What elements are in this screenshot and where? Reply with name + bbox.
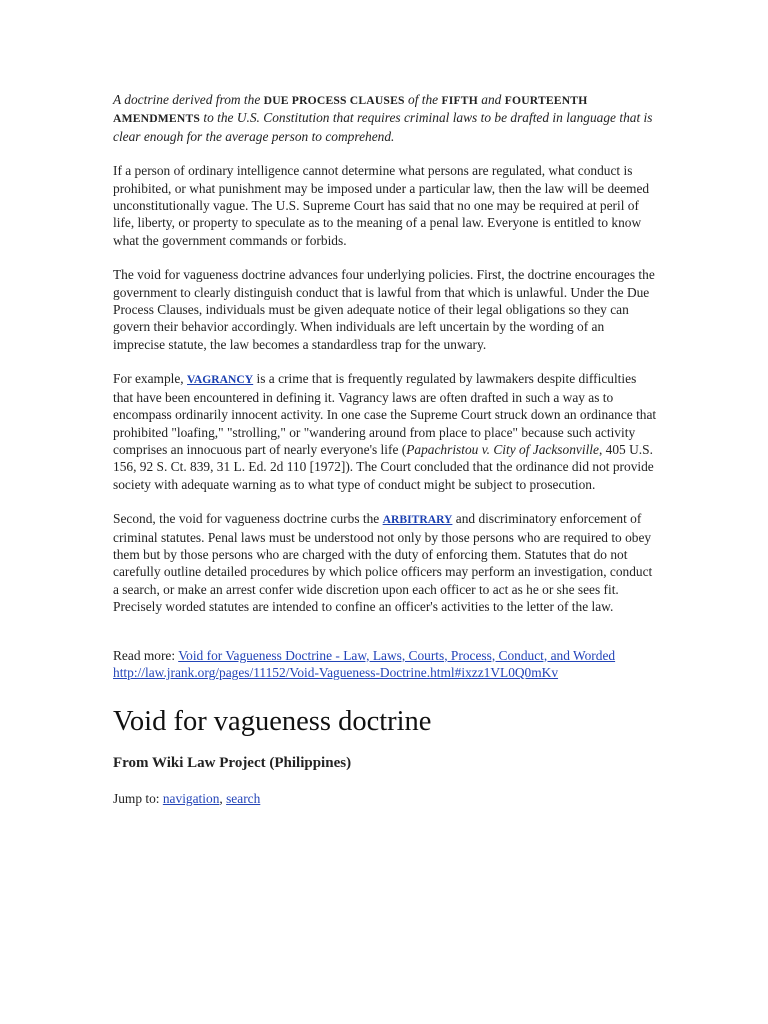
intro-paragraph: [113, 91, 658, 145]
source-url-link[interactable]: http://law.jrank.org/pages/11152/Void-Vagueness-Doctrine.html#ixzz1VL0Q0mKv: [113, 664, 559, 680]
paragraph-3: [113, 370, 658, 493]
search-link[interactable]: search: [226, 791, 261, 807]
read-more-label: Read more:: [113, 647, 179, 663]
jump-to-label: Jump to:: [113, 791, 163, 807]
vagrancy-link[interactable]: VAGRANCY: [187, 373, 254, 387]
jump-to: [113, 790, 658, 807]
case-citation: Papachristou v. City of Jacksonville: [406, 441, 599, 457]
intro-text: to the U.S. Constitution that requires criminal laws to be drafted in language that is clear enough for the average person to comprehend.: [113, 110, 653, 144]
paragraph-text: Second, the void for vagueness doctrine curbs the: [113, 511, 383, 527]
term-fifth: FIFTH: [441, 94, 478, 107]
paragraph-text: , 405 U.S. 156, 92 S. Ct. 839, 31 L. Ed. 2d 110 [1972]). The Court concluded that the ordinance did not provide society with adequate warning as to what type of conduct might be subject to prosecution.: [113, 441, 654, 492]
paragraph-text: For example,: [113, 371, 188, 387]
read-more: [113, 647, 658, 682]
term-due-process: DUE PROCESS CLAUSES: [263, 94, 405, 107]
paragraph-text: and discriminatory enforcement of criminal statutes. Penal laws must be understood not only by those persons who are required to obey them but by those persons who are charged with the duty of enforcing them. Statutes that do not carefully outline detailed procedures by which police officers may perform an investigation, conduct a search, or make an arrest confer wide discretion upon each officer to act as he or she sees fit. Precisely worded statutes are intended to confine an officer's activities to the letter of the law.: [113, 511, 653, 615]
paragraph-text: is a crime that is frequently regulated by lawmakers despite difficulties that have been encountered in defining it. Vagrancy laws are often drafted in such a way as to encompass ordinarily innocent activity. In one case the Supreme Court struck down an ordinance that prohibited "loafing," "strolling," or "wandering around from place to place" because such activity comprises an innocuous part of nearly everyone's life (: [113, 371, 657, 457]
paragraph-2: The void for vagueness doctrine advances four underlying policies. First, the doctrine encourages the government to clearly distinguish conduct that is lawful from that which is unlawful. Under the Due Process Clauses, individuals must be given adequate notice of their legal obligations so they can govern their behavior accordingly. When individuals are left uncertain by the wording of an imprecise statute, the law becomes a standardless trap for the unwary.: [113, 267, 655, 352]
intro-text: A doctrine derived from the: [113, 92, 264, 107]
page-title: Void for vagueness doctrine: [113, 706, 432, 738]
intro-text: of the: [404, 92, 442, 107]
term-fourteenth-amendments: FOURTEENTH AMENDMENTS: [113, 94, 588, 126]
paragraph-4: [113, 510, 658, 615]
separator: ,: [219, 791, 227, 807]
paragraph-1: If a person of ordinary intelligence cannot determine what persons are regulated, what conduct is prohibited, or what punishment may be imposed under a particular law, then the law will be deemed unconstitutionally vague. The U.S. Supreme Court has said that no one may be required at peril of life, liberty, or property to speculate as to the meaning of a penal law. Everyone is entitled to know what the government commands or forbids.: [113, 163, 650, 248]
arbitrary-link[interactable]: ARBITRARY: [382, 513, 453, 527]
page-subtitle: From Wiki Law Project (Philippines): [113, 755, 352, 772]
navigation-link[interactable]: navigation: [162, 791, 220, 807]
intro-text: and: [477, 92, 505, 107]
article-content: [113, 91, 658, 808]
source-article-link[interactable]: Void for Vagueness Doctrine - Law, Laws, Courts, Process, Conduct, and Worded: [178, 647, 616, 663]
